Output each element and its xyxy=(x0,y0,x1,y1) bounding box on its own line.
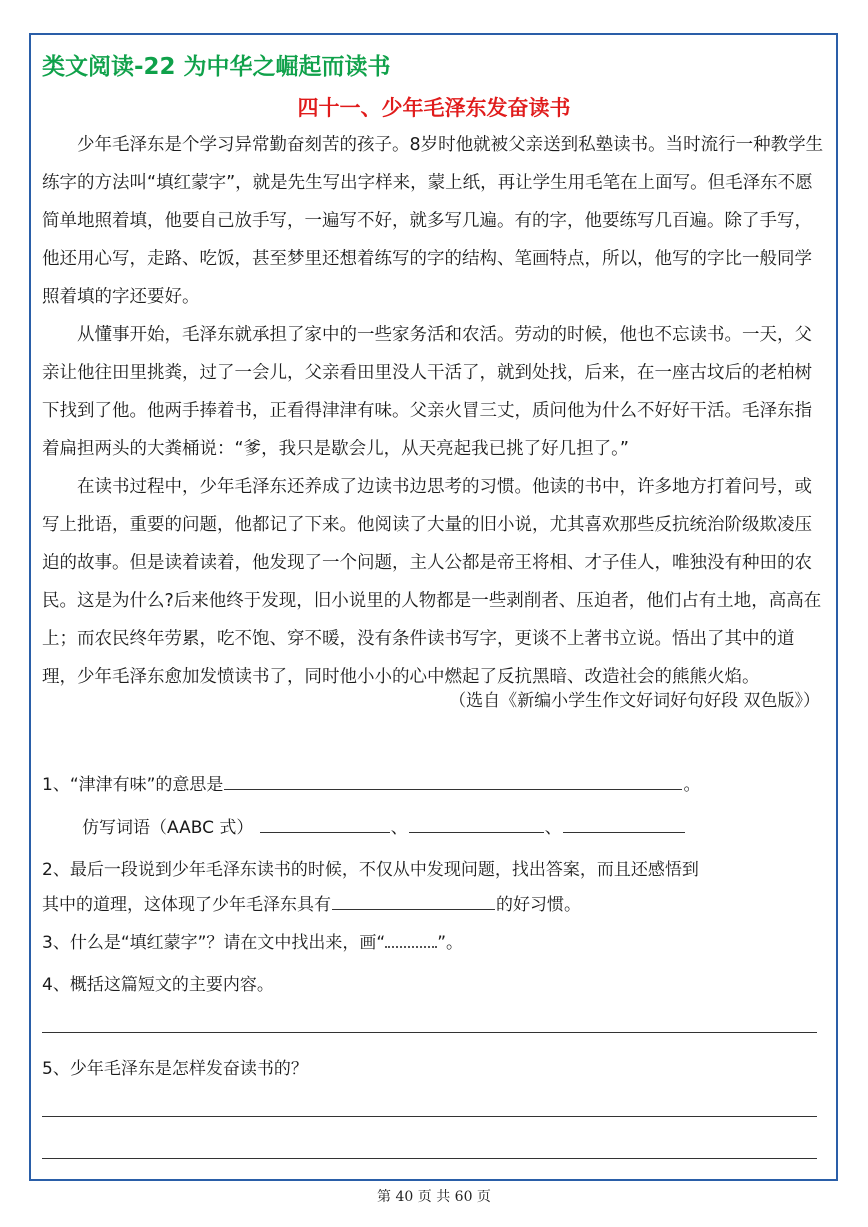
article-body xyxy=(42,126,827,696)
answer-blank-1[interactable] xyxy=(224,788,682,790)
question-1b-text: 仿写词语（AABC 式） xyxy=(82,818,254,838)
question-1 xyxy=(42,770,700,795)
paragraph-2: 从懂事开始，毛泽东就承担了家中的一些家务活和农活。劳动的时候，他也不忘读书。一天，父亲让他往田里挑粪，过了一会儿，父亲看田里没人干活了，就到处找，后来，在一座古坟后的老柏树下找到了他。他两手捧着书，正看得津津有味。父亲火冒三丈，质问他为什么不好好干活。毛泽东指着扁担两头的大粪桶说：“爹，我只是歇会儿，从天亮起我已挑了好几担了。” xyxy=(42,325,812,459)
question-2-end: 的好习惯。 xyxy=(496,895,581,915)
section-title: 类文阅读-22 为中华之崛起而读书 xyxy=(42,54,391,80)
answer-blank-word-1[interactable] xyxy=(260,831,390,833)
answer-blank-2[interactable] xyxy=(332,908,495,910)
article-title: 四十一、少年毛泽东发奋读书 xyxy=(297,96,571,120)
question-1b xyxy=(82,813,686,838)
separator-2: 、 xyxy=(544,818,562,838)
answer-blank-word-2[interactable] xyxy=(409,831,544,833)
question-1-end: 。 xyxy=(683,775,701,795)
source-citation: （选自《新编小学生作文好词好句好段 双色版》） xyxy=(449,691,820,711)
paragraph-1: 少年毛泽东是个学习异常勤奋刻苦的孩子。8岁时他就被父亲送到私塾读书。当时流行一种教学生练字的方法叫“填红蒙字”，就是先生写出字样来，蒙上纸，再让学生用毛笔在上面写。但毛泽东不愿简单地照着填，他要自己放手写，一遍写不好，就多写几遍。有的字，他要练写几百遍。除了手写，他还用心写，走路、吃饭，甚至梦里还想着练写的字的结构、笔画特点，所以，他写的字比一般同学照着填的字还要好。 xyxy=(42,135,824,307)
separator-1: 、 xyxy=(390,818,408,838)
page-number: 第 40 页 共 60 页 xyxy=(377,1189,491,1205)
question-2-line-2 xyxy=(42,890,581,915)
question-3-end: ”。 xyxy=(437,933,464,953)
question-2-line-1: 2、最后一段说到少年毛泽东读书的时候，不仅从中发现问题，找出答案，而且还感悟到 xyxy=(42,860,699,880)
question-2-text: 其中的道理，这体现了少年毛泽东具有 xyxy=(42,895,331,915)
answer-blank-word-3[interactable] xyxy=(563,831,685,833)
answer-line-5b[interactable] xyxy=(42,1158,817,1159)
question-5: 5、少年毛泽东是怎样发奋读书的？ xyxy=(42,1059,308,1079)
wavy-underline-icon xyxy=(385,938,437,948)
question-1-text: 1、“津津有味”的意思是 xyxy=(42,775,224,795)
answer-line-5a[interactable] xyxy=(42,1116,817,1117)
question-4: 4、概括这篇短文的主要内容。 xyxy=(42,975,274,995)
question-3 xyxy=(42,928,463,953)
paragraph-3: 在读书过程中，少年毛泽东还养成了边读书边思考的习惯。他读的书中，许多地方打着问号，或写上批语，重要的问题，他都记了下来。他阅读了大量的旧小说，尤其喜欢那些反抗统治阶级欺凌压迫的故事。但是读着读着，他发现了一个问题，主人公都是帝王将相、才子佳人，唯独没有种田的农民。这是为什么?后来他终于发现，旧小说里的人物都是一些剥削者、压迫者，他们占有土地，高高在上；而农民终年劳累，吃不饱、穿不暖，没有条件读书写字，更谈不上著书立说。悟出了其中的道理，少年毛泽东愈加发愤读书了，同时他小小的心中燃起了反抗黑暗、改造社会的熊熊火焰。 xyxy=(42,477,822,687)
answer-line-4[interactable] xyxy=(42,1032,817,1033)
question-3-text: 3、什么是“填红蒙字”？请在文中找出来，画“ xyxy=(42,933,386,953)
